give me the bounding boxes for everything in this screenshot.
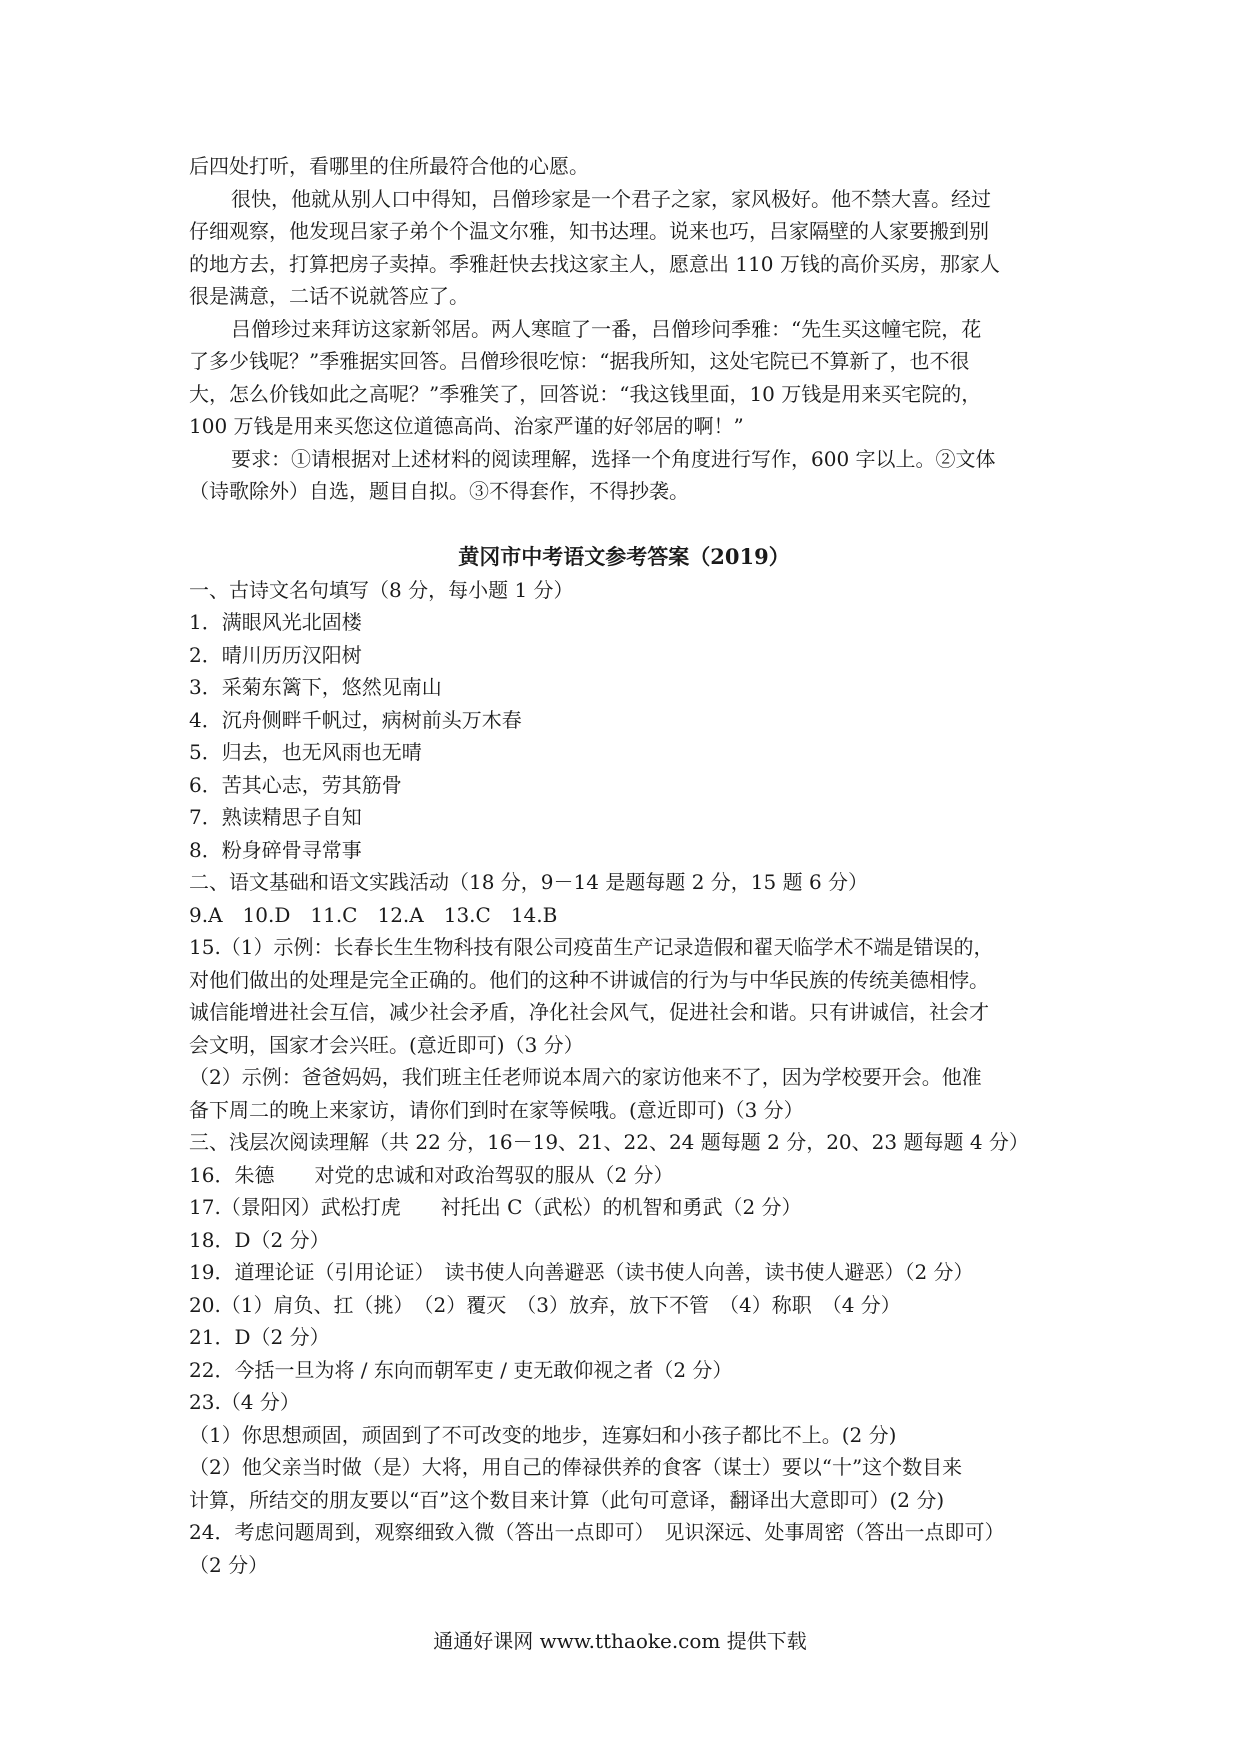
answer-line: （2 分） [189,1552,269,1577]
section-gap [189,508,1059,540]
answer-line: 17.（景阳冈）武松打虎 衬托出 C（武松）的机智和勇武（2 分） [189,1195,802,1219]
writing-material-section [189,150,1059,508]
answer-key-section [189,574,1059,1582]
answer-line: 22．今括一旦为将 / 东向而朝军吏 / 吏无敢仰视之者（2 分） [189,1357,733,1382]
answer-line: （2）示例：爸爸妈妈，我们班主任老师说本周六的家访他来不了，因为学校要开会。他准 [189,1065,982,1089]
material-line: 很快，他就从别人口中得知，吕僧珍家是一个君子之家，家风极好。他不禁大喜。经过 [231,186,991,211]
answer-line: （1）你思想顽固，顽固到了不可改变的地步，连寡妇和小孩子都比不上。(2 分) [189,1422,897,1447]
answer-line: （2）他父亲当时做（是）大将，用自己的俸禄供养的食客（谋士）要以“十”这个数目来 [189,1455,963,1479]
material-line: 要求：①请根据对上述材料的阅读理解，选择一个角度进行写作，600 字以上。②文体 [231,446,996,471]
answer-line: 8．粉身碎骨寻常事 [189,837,362,862]
document-content [189,150,1059,1581]
page-footer: 通通好课网 www.tthaoke.com 提供下载 [433,1629,807,1653]
answer-line: 3．采菊东篱下，悠然见南山 [189,675,442,699]
answer-line: 21．D（2 分） [189,1325,330,1349]
answer-line: 计算，所结交的朋友要以“百”这个数目来计算（此句可意译，翻译出大意即可）(2 分) [189,1487,945,1512]
answer-line: 20.（1）肩负、扛（挑） （2）覆灭 （3）放弃，放下不管 （4）称职 （4 分） [189,1292,901,1317]
answer-line: 1．满眼风光北固楼 [189,610,362,634]
answer-line: 16．朱德 对党的忠诚和对政治驾驭的服从（2 分） [189,1162,674,1187]
answer-line: 9.A 10.D 11.C 12.A 13.C 14.B [189,902,558,927]
answer-line: 19．道理论证（引用论证） 读书使人向善避恶（读书使人向善，读书使人避恶）（2 分） [189,1260,974,1284]
answer-line: 4．沉舟侧畔千帆过，病树前头万木春 [189,707,522,732]
answer-line: 一、古诗文名句填写（8 分，每小题 1 分） [189,577,574,602]
answer-line: 18．D（2 分） [189,1227,330,1252]
material-line: （诗歌除外）自选，题目自拟。③不得套作，不得抄袭。 [189,479,689,503]
material-line: 大，怎么价钱如此之高呢？”季雅笑了，回答说：“我这钱里面，10 万钱是用来买宅院的， [189,381,982,406]
material-line: 很是满意，二话不说就答应了。 [189,284,469,308]
answer-key-title: 黄冈市中考语文参考答案（2019） [458,543,790,569]
answer-line: 24．考虑问题周到，观察细致入微（答出一点即可） 见识深远、处事周密（答出一点即可） [189,1520,1005,1544]
material-line: 后四处打听，看哪里的住所最符合他的心愿。 [189,154,589,178]
answer-line: 对他们做出的处理是完全正确的。他们的这种不讲诚信的行为与中华民族的传统美德相悖。 [189,967,989,992]
answer-line: 备下周二的晚上来家访，请你们到时在家等候哦。(意近即可)（3 分） [189,1097,804,1122]
answer-line: 7．熟读精思子自知 [189,805,362,829]
answer-line: 23.（4 分） [189,1390,300,1414]
answer-line: 5．归去，也无风雨也无晴 [189,740,422,764]
answer-line: 三、浅层次阅读理解（共 22 分，16－19、21、22、24 题每题 2 分，20、23 题每题 4 分） [189,1130,1029,1154]
material-line: 吕僧珍过来拜访这家新邻居。两人寒暄了一番，吕僧珍问季雅：“先生买这幢宅院，花 [231,316,982,341]
answer-line: 15.（1）示例：长春长生生物科技有限公司疫苗生产记录造假和翟天临学术不端是错误的， [189,935,994,959]
material-line: 100 万钱是用来买您这位道德高尚、治家严谨的好邻居的啊！” [189,414,744,438]
answer-line: 2．晴川历历汉阳树 [189,642,362,667]
answer-line: 二、语文基础和语文实践活动（18 分，9－14 是题每题 2 分，15 题 6 分） [189,870,869,894]
answer-line: 诚信能增进社会互信，减少社会矛盾，净化社会风气，促进社会和谐。只有讲诚信，社会才 [189,1000,989,1024]
answer-line: 会文明，国家才会兴旺。(意近即可)（3 分） [189,1032,584,1057]
material-line: 的地方去，打算把房子卖掉。季雅赶快去找这家主人，愿意出 110 万钱的高价买房，那家人 [189,251,1000,276]
material-line: 仔细观察，他发现吕家子弟个个温文尔雅，知书达理。说来也巧，吕家隔壁的人家要搬到别 [189,219,989,243]
answer-line: 6．苦其心志，劳其筋骨 [189,772,402,797]
material-line: 了多少钱呢？”季雅据实回答。吕僧珍很吃惊：“据我所知，这处宅院已不算新了，也不很 [189,349,970,373]
